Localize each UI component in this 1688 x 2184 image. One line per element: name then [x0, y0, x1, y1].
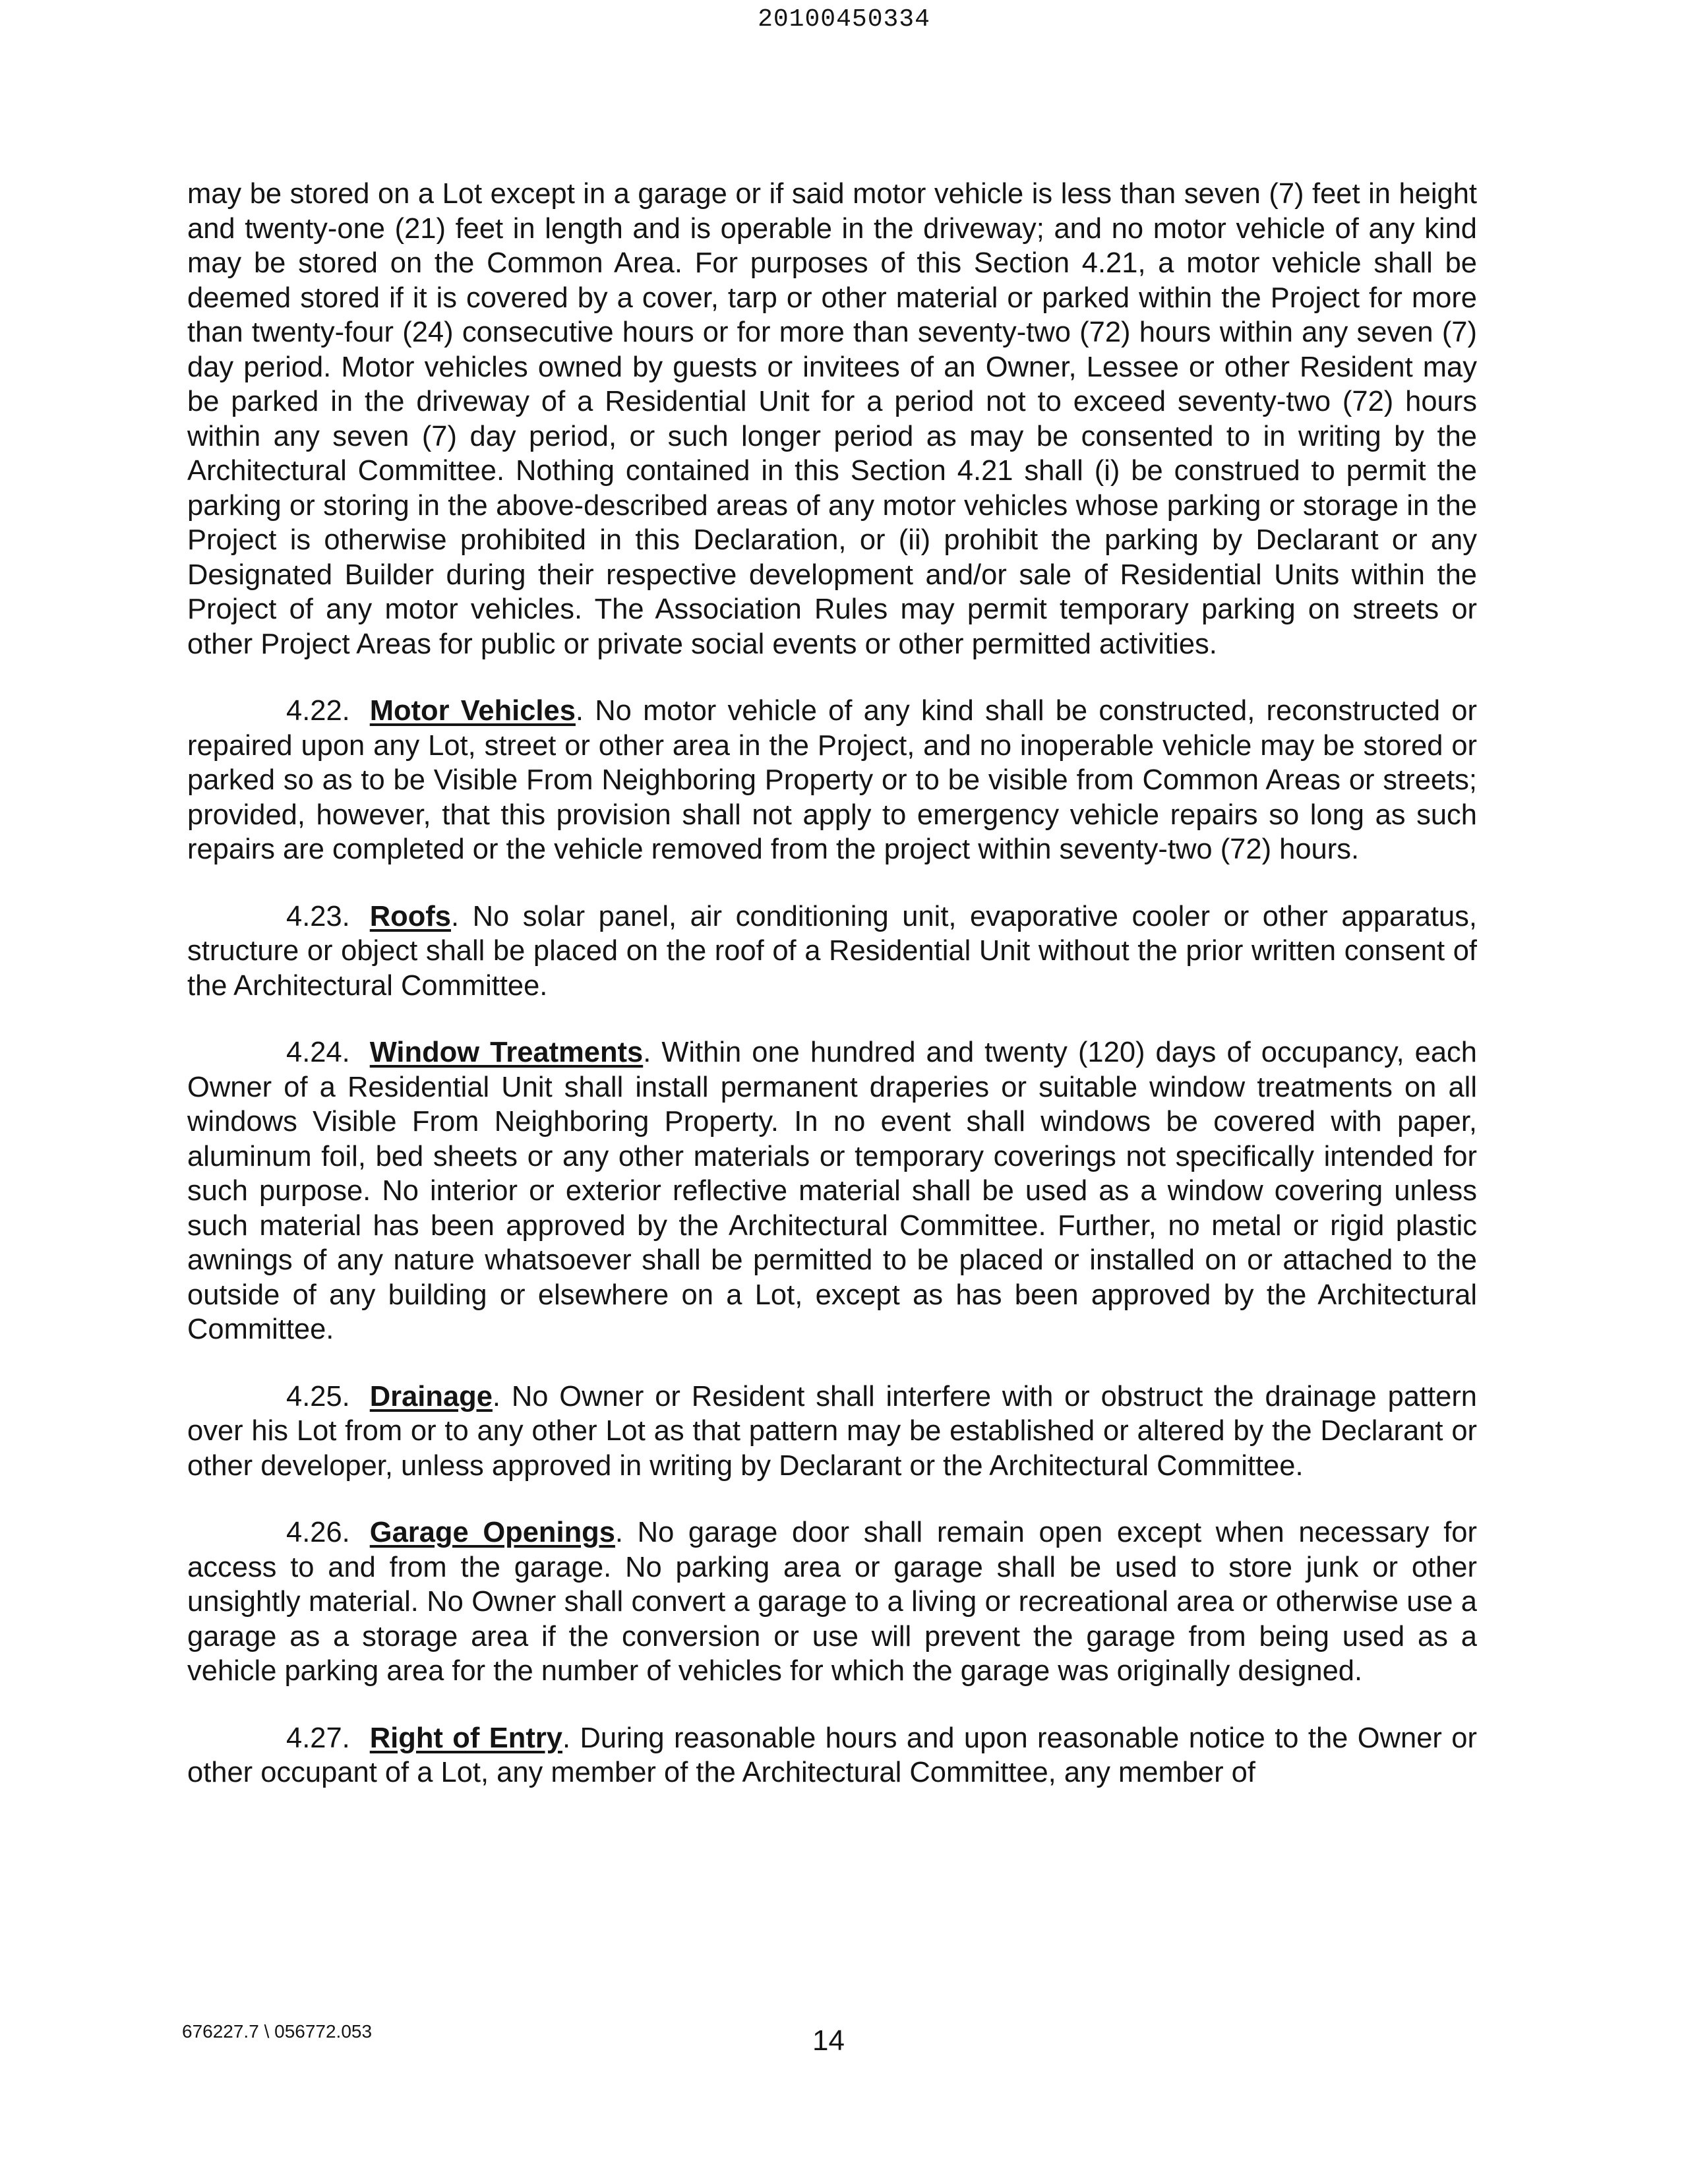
- section-number: 4.24.: [286, 1037, 350, 1068]
- section-text: Within one hundred and twenty (120) days of occupancy, each Owner of a Residential Unit shall install permanent draperies or suitable window treatments on all windows Visible From Neighboring Property. In no event shall windows be covered with paper, aluminum foil, bed sheets or any other materials or temporary coverings not specifically intended for such purpose. No interior or exterior reflective material shall be used as a window covering unless such material has been approved by the Architectural Committee. Further, no metal or rigid plastic awnings of any nature whatsoever shall be permitted to be placed or installed on or attached to the outside of any building or elsewhere on a Lot, except as has been approved by the Architectural Committee.: [187, 1037, 1477, 1345]
- section-title: Motor Vehicles: [369, 695, 576, 727]
- section-number: 4.27.: [286, 1722, 350, 1754]
- section-4-22: [187, 694, 1477, 867]
- section-4-27: [187, 1721, 1477, 1790]
- page-number: 14: [812, 2024, 845, 2057]
- section-title: Roofs: [369, 900, 451, 932]
- section-4-24: [187, 1035, 1477, 1347]
- section-text: No garage door shall remain open except when necessary for access to and from the garage. No parking area or garage shall be used to store junk or other unsightly material. No Owner shall convert a garage to a living or recreational area or otherwise use a garage as a storage area if the conversion or use will prevent the garage from being used as a vehicle parking area for the number of vehicles for which the garage was originally designed.: [187, 1517, 1477, 1687]
- section-text: No Owner or Resident shall interfere with or obstruct the drainage pattern over his Lot from or to any other Lot as that pattern may be established or altered by the Declarant or other developer, unless approved in writing by Declarant or the Architectural Committee.: [187, 1380, 1477, 1482]
- section-title: Right of Entry: [369, 1722, 562, 1754]
- section-4-23: [187, 899, 1477, 1004]
- section-title: Garage Openings: [369, 1517, 615, 1548]
- footer-document-number: 676227.7 \ 056772.053: [182, 2021, 373, 2042]
- section-title: Window Treatments: [369, 1037, 644, 1068]
- paragraph-text: may be stored on a Lot except in a garage or if said motor vehicle is less than seven (7) feet in height and twenty-one (21) feet in length and is operable in the driveway; and no motor vehicle of any kind may be stored on the Common Area. For purposes of this Section 4.21, a motor vehicle shall be deemed stored if it is covered by a cover, tarp or other material or parked within the Project for more than twenty-four (24) consecutive hours or for more than seventy-two (72) hours within any seven (7) day period. Motor vehicles owned by guests or invitees of an Owner, Lessee or other Resident may be parked in the driveway of a Residential Unit for a period not to exceed seventy-two (72) hours within any seven (7) day period, or such longer period as may be consented to in writing by the Architectural Committee. Nothing contained in this Section 4.21 shall (i) be construed to permit the parking or storing in the above-described areas of any motor vehicles whose parking or storage in the Project is otherwise prohibited in this Declaration, or (ii) prohibit the parking by Declarant or any Designated Builder during their respective development and/or sale of Residential Units within the Project of any motor vehicles. The Association Rules may permit temporary parking on streets or other Project Areas for public or private social events or other permitted activities.: [187, 178, 1477, 660]
- title-period: .: [575, 695, 584, 727]
- title-period: .: [562, 1722, 571, 1754]
- section-text: During reasonable hours and upon reasonable notice to the Owner or other occupant of a Lot, any member of the Architectural Committee, any member of: [187, 1722, 1477, 1788]
- title-period: .: [643, 1037, 651, 1068]
- title-period: .: [615, 1517, 623, 1548]
- title-period: .: [451, 900, 460, 932]
- section-number: 4.26.: [286, 1517, 350, 1548]
- paragraph-4-21-continued: [187, 177, 1477, 661]
- section-4-26: [187, 1515, 1477, 1689]
- document-id: 20100450334: [758, 5, 930, 34]
- title-period: .: [492, 1380, 500, 1412]
- section-number: 4.22.: [286, 695, 350, 727]
- section-text: No motor vehicle of any kind shall be constructed, reconstructed or repaired upon any Lot, street or other area in the Project, and no inoperable vehicle may be stored or parked so as to be Visible From Neighboring Property or to be visible from Common Areas or streets; provided, however, that this provision shall not apply to emergency vehicle repairs so long as such repairs are completed or the vehicle removed from the project within seventy-two (72) hours.: [187, 695, 1477, 865]
- document-body: [187, 177, 1477, 1790]
- section-title: Drainage: [369, 1380, 493, 1412]
- section-4-25: [187, 1380, 1477, 1484]
- section-text: No solar panel, air conditioning unit, evaporative cooler or other apparatus, structure or object shall be placed on the roof of a Residential Unit without the prior written consent of the Architectural Committee.: [187, 900, 1477, 1002]
- section-number: 4.25.: [286, 1380, 350, 1412]
- section-number: 4.23.: [286, 900, 350, 932]
